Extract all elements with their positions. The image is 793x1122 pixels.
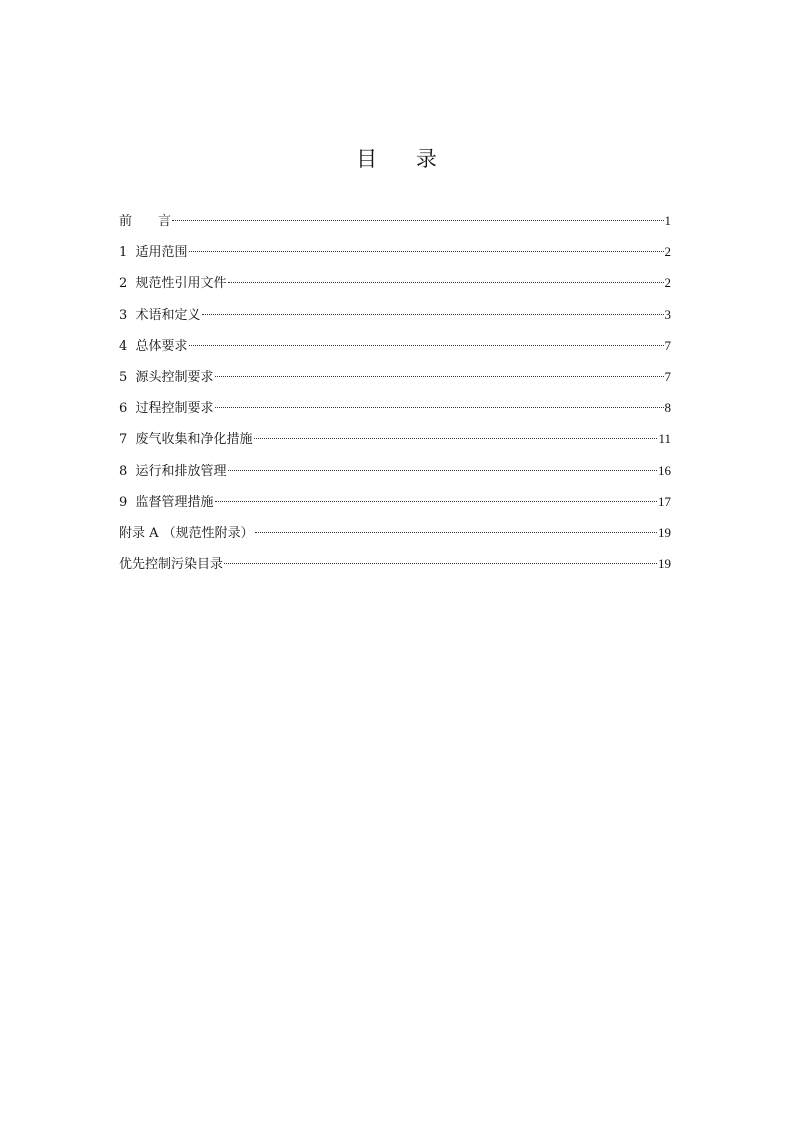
dot-leader: [202, 314, 664, 315]
toc-entry-label: 3 术语和定义: [119, 307, 201, 323]
toc-entry-page: 3: [664, 306, 671, 322]
toc-entry-page: 2: [664, 275, 671, 291]
dot-leader: [215, 376, 664, 377]
toc-entry[interactable]: [119, 492, 671, 523]
toc-entry-page: 2: [664, 244, 671, 260]
toc-entry-page: 17: [658, 493, 671, 509]
toc-entry[interactable]: [119, 273, 671, 304]
toc-entry-page: 19: [658, 524, 671, 540]
dot-leader: [189, 345, 664, 346]
toc-entry-label: 2 规范性引用文件: [119, 276, 227, 292]
toc-entry[interactable]: [119, 398, 671, 429]
page-title: 目 录: [356, 147, 453, 171]
dot-leader: [224, 563, 657, 564]
toc-entry-label: 前 言: [119, 214, 172, 229]
toc-entry[interactable]: [119, 554, 671, 585]
dot-leader: [189, 251, 664, 252]
toc-entry[interactable]: [119, 523, 671, 554]
toc-entry-page: 19: [658, 556, 671, 572]
dot-leader: [215, 407, 664, 408]
dot-leader: [215, 501, 657, 502]
toc-entry[interactable]: [119, 242, 671, 273]
toc-entry-label: 1 适用范围: [119, 245, 188, 261]
dot-leader: [172, 220, 663, 221]
toc-entry-label: 8 运行和排放管理: [119, 463, 227, 479]
toc-entry[interactable]: [119, 429, 671, 460]
toc-entry-label: 5 源头控制要求: [119, 369, 214, 385]
toc-entry-page: 11: [658, 431, 671, 447]
toc-entry[interactable]: [119, 367, 671, 398]
dot-leader: [228, 470, 657, 471]
toc-entry-page: 7: [664, 368, 671, 384]
toc-entry-page: 7: [664, 337, 671, 353]
table-of-contents: [119, 211, 671, 585]
toc-entry-label: 优先控制污染目录: [119, 557, 224, 573]
toc-entry-label: 4 总体要求: [119, 338, 188, 354]
toc-entry[interactable]: [119, 305, 671, 336]
toc-entry-label: 9 监督管理措施: [119, 494, 214, 510]
toc-entry[interactable]: [119, 336, 671, 367]
toc-entry-label: 7 废气收集和净化措施: [119, 432, 253, 448]
toc-entry-page: 16: [658, 462, 671, 478]
toc-entry[interactable]: [119, 211, 671, 242]
toc-entry-page: 8: [664, 400, 671, 416]
dot-leader: [228, 282, 664, 283]
dot-leader: [255, 532, 657, 533]
toc-entry[interactable]: [119, 461, 671, 492]
toc-entry-label: 6 过程控制要求: [119, 401, 214, 417]
toc-entry-label: 附录 A （规范性附录）: [119, 525, 254, 541]
dot-leader: [254, 438, 658, 439]
toc-entry-page: 1: [664, 213, 671, 228]
